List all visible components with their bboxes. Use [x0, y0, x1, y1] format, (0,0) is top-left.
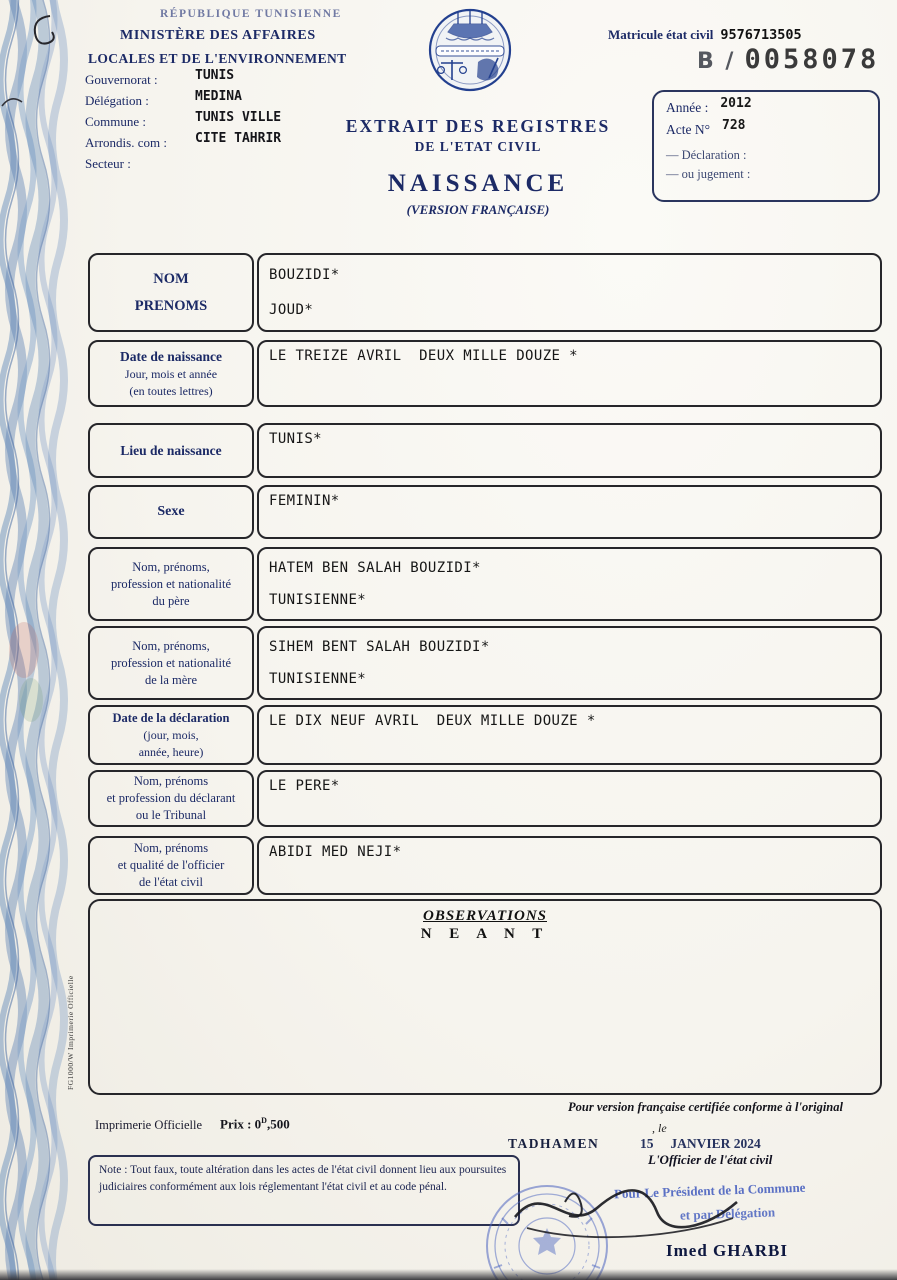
document-title-line2: DE L'ETAT CIVIL — [414, 139, 542, 154]
label-date-declaration-sub2: année, heure) — [138, 744, 204, 759]
arrondissement-value: CITE TAHRIR — [195, 131, 282, 146]
price-prefix: Prix : 0 — [220, 1116, 262, 1132]
price-label — [220, 1116, 290, 1132]
label-date-naissance-sub1: Jour, mois et année — [124, 366, 218, 381]
value-nom: BOUZIDI* — [269, 267, 340, 284]
field-value-officier — [257, 836, 882, 895]
imprimerie-label: Imprimerie Officielle — [95, 1118, 203, 1132]
gouvernorat-label: Gouvernorat : — [85, 72, 158, 87]
label-officier-line2: et qualité de l'officier — [117, 858, 225, 872]
observations-value: N E A N T — [420, 926, 550, 942]
value-mere-nom: SIHEM BENT SALAH BOUZIDI* — [269, 639, 490, 655]
version-subtitle: (VERSION FRANÇAISE) — [406, 202, 550, 217]
arrondissement-label: Arrondis. com : — [85, 135, 167, 150]
date-stamp: 15 JANVIER 2024 — [640, 1136, 761, 1151]
field-label-date-declaration — [88, 705, 254, 765]
field-value-pere — [257, 547, 882, 621]
value-pere-nom: HATEM BEN SALAH BOUZIDI* — [269, 560, 481, 576]
field-value-declarant — [257, 770, 882, 827]
scan-bottom-edge — [0, 1269, 897, 1280]
label-nom: NOM — [153, 270, 189, 287]
signatory-name: Imed GHARBI — [666, 1241, 788, 1260]
label-mere-line3: de la mère — [144, 672, 198, 687]
field-value-mere — [257, 626, 882, 700]
label-officier-line3: de l'état civil — [138, 875, 204, 889]
serial-prefix: B / — [697, 49, 736, 74]
serial-number-line — [697, 44, 879, 75]
value-mere-nationalite: TUNISIENNE* — [269, 671, 367, 687]
acte-type-title: NAISSANCE — [387, 170, 569, 197]
field-row-nom-prenoms — [0, 253, 897, 332]
value-date-declaration: LE DIX NEUF AVRIL DEUX MILLE DOUZE * — [269, 713, 596, 729]
field-label-pere — [88, 547, 254, 621]
field-row-mere — [0, 626, 897, 700]
price-suffix: ,500 — [266, 1116, 290, 1132]
observations-box — [88, 899, 882, 1095]
price-dinar-sup: D — [261, 1116, 267, 1125]
field-label-sexe — [88, 485, 254, 539]
label-date-naissance-sub2: (en toutes lettres) — [129, 383, 213, 398]
field-row-officier — [0, 836, 897, 895]
secteur-label: Secteur : — [85, 156, 131, 171]
label-prenoms: PRENOMS — [134, 297, 208, 314]
label-lieu-naissance: Lieu de naissance — [120, 442, 222, 458]
ministry-line1: MINISTÈRE DES AFFAIRES — [120, 28, 316, 43]
serial-number: 0058078 — [744, 44, 880, 75]
acte-number-label: Acte N° — [666, 122, 711, 137]
label-date-declaration-sub1: (jour, mois, — [143, 727, 199, 742]
place-stamp: TADHAMEN — [508, 1136, 600, 1151]
legal-note-box: Note : Tout faux, toute altération dans les actes de l'état civil donnent lieu aux poursuites judiciaires conformément aux lois réglementant l'état civil et au code pénal. — [88, 1155, 520, 1226]
matricule-line — [608, 27, 802, 43]
field-value-sexe — [257, 485, 882, 539]
field-row-lieu-naissance — [0, 423, 897, 478]
title-block — [303, 116, 653, 218]
field-label-officier — [88, 836, 254, 895]
ministry-line2: LOCALES ET DE L'ENVIRONNEMENT — [88, 51, 347, 66]
printer-imprint-vertical: FG1000/W Imprimerie Officielle — [66, 975, 75, 1090]
label-declarant-line3: ou le Tribunal — [135, 808, 207, 822]
label-pere-line3: du père — [152, 593, 190, 608]
label-pere-line1: Nom, prénoms, — [132, 559, 210, 574]
field-row-sexe — [0, 485, 897, 539]
field-label-lieu-naissance — [88, 423, 254, 478]
value-sexe: FEMININ* — [269, 493, 340, 509]
value-declarant: LE PERE* — [269, 778, 340, 794]
delegation-stamp-line1: Pour Le Président de la Commune — [613, 1179, 806, 1202]
delegation-value: MEDINA — [195, 89, 242, 104]
value-pere-nationalite: TUNISIENNE* — [269, 592, 367, 608]
le-label: , le — [652, 1121, 667, 1135]
label-declarant-line2: et profession du déclarant — [106, 791, 236, 805]
tunisia-coat-of-arms — [428, 0, 512, 96]
field-value-nom-prenoms — [257, 253, 882, 332]
annee-value: 2012 — [720, 96, 752, 111]
officier-title: L'Officier de l'état civil — [648, 1152, 773, 1167]
document-title-line1: EXTRAIT DES REGISTRES — [345, 116, 611, 136]
field-label-nom-prenoms — [88, 253, 254, 332]
label-pere-line2: profession et nationalité — [110, 576, 232, 591]
delegation-label: Délégation : — [85, 93, 149, 108]
field-value-date-naissance — [257, 340, 882, 407]
delegation-stamp-line2: et par Délégation — [679, 1204, 776, 1223]
field-row-pere — [0, 547, 897, 621]
observations-title: OBSERVATIONS — [423, 908, 547, 924]
annee-label: Année : — [666, 100, 709, 115]
admin-row-arrondissement — [85, 131, 335, 156]
republic-title: RÉPUBLIQUE TUNISIENNE — [160, 8, 342, 20]
field-label-mere — [88, 626, 254, 700]
pen-mark — [0, 82, 30, 112]
pen-mark — [12, 8, 64, 60]
value-officier: ABIDI MED NEJI* — [269, 844, 402, 860]
certification-statement: Pour version française certifiée conforme à l'original — [568, 1100, 843, 1114]
field-row-date-naissance — [0, 340, 897, 407]
acte-reference-box — [652, 90, 880, 202]
field-row-date-declaration — [0, 705, 897, 765]
label-mere-line1: Nom, prénoms, — [132, 638, 210, 653]
label-mere-line2: profession et nationalité — [110, 655, 232, 670]
field-label-date-naissance — [88, 340, 254, 407]
field-value-date-declaration — [257, 705, 882, 765]
matricule-label: Matricule état civil — [608, 27, 714, 42]
signature-scribble — [505, 1172, 755, 1247]
administrative-block — [85, 68, 335, 177]
commune-value: TUNIS VILLE — [195, 110, 282, 125]
value-lieu-naissance: TUNIS* — [269, 431, 322, 447]
field-row-declarant — [0, 770, 897, 827]
gouvernorat-value: TUNIS — [195, 68, 235, 83]
field-label-declarant — [88, 770, 254, 827]
jugement-label: — ou jugement : — [666, 167, 751, 181]
label-date-declaration: Date de la déclaration — [112, 710, 230, 725]
value-prenoms: JOUD* — [269, 301, 314, 318]
label-sexe: Sexe — [157, 504, 185, 519]
declaration-label: — Déclaration : — [666, 148, 747, 162]
admin-row-secteur — [85, 156, 335, 177]
label-officier-line1: Nom, prénoms — [133, 841, 209, 855]
acte-number-value: 728 — [722, 118, 746, 133]
label-date-naissance: Date de naissance — [120, 348, 222, 364]
annee-row — [666, 96, 866, 122]
matricule-value: 9576713505 — [720, 27, 802, 43]
label-declarant-line1: Nom, prénoms — [133, 774, 209, 788]
commune-label: Commune : — [85, 114, 147, 129]
field-value-lieu-naissance — [257, 423, 882, 478]
value-date-naissance: LE TREIZE AVRIL DEUX MILLE DOUZE * — [269, 348, 579, 364]
acte-number-row — [666, 118, 866, 144]
